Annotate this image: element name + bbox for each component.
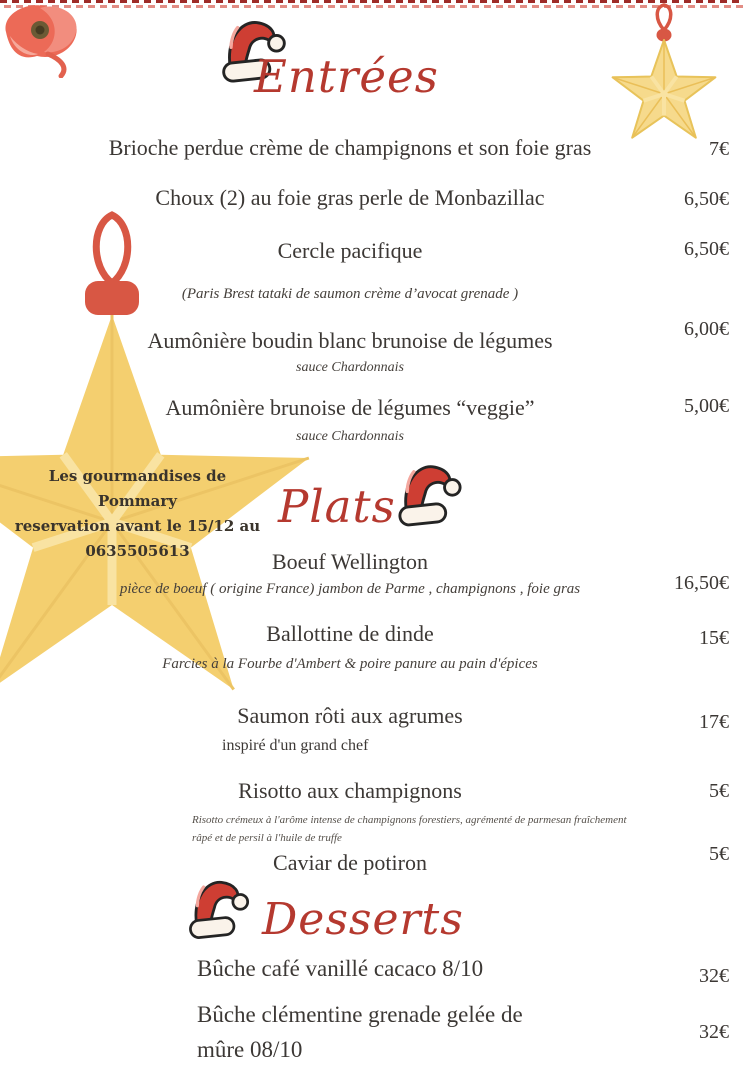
section-title-plats: Plats	[278, 480, 396, 533]
santa-hat-icon	[390, 460, 472, 536]
item-name: Cercle pacifique	[277, 238, 423, 263]
item-sub: inspiré d'un grand chef	[222, 737, 369, 754]
note-line-1: Les gourmandises de Pommary	[48, 467, 227, 510]
item-price: 5€	[709, 843, 729, 865]
item-name: Ballottine de dinde	[266, 621, 434, 646]
item-price: 15€	[699, 627, 729, 649]
section-title-entrees: Entrées	[254, 50, 439, 103]
santa-hat-icon	[181, 876, 259, 948]
item-price: 5,00€	[684, 395, 729, 417]
item-name: Choux (2) au foie gras perle de Monbazillac	[155, 185, 545, 210]
item-price: 32€	[699, 965, 729, 987]
item-name: Brioche perdue crème de champignons et son foie gras	[108, 135, 592, 160]
item-name: Caviar de potiron	[273, 850, 427, 875]
item-name: Boeuf Wellington	[271, 549, 429, 574]
section-title-desserts: Desserts	[262, 894, 464, 945]
note-line-3: 0635505613	[85, 542, 190, 560]
item-name: Aumônière boudin blanc brunoise de légumes	[147, 328, 553, 353]
item-price: 7€	[709, 138, 729, 160]
item-price: 6,50€	[684, 188, 729, 210]
item-name: Aumônière brunoise de légumes “veggie”	[165, 395, 535, 420]
star-ornament-icon	[600, 2, 730, 144]
item-name: Bûche café vanillé cacaco 8/10	[197, 956, 484, 981]
item-price: 5€	[709, 780, 729, 802]
item-name: Bûche clémentine grenade gelée de mûre 08/10	[197, 1002, 523, 1062]
poppy-flower-icon	[0, 2, 90, 78]
item-name: Saumon rôti aux agrumes	[237, 703, 463, 728]
item-sub: Risotto crémeux à l'arôme intense de champignons forestiers, agrémenté de parmesan fraîchement râpé et de persil à l'huile de truffe	[192, 814, 627, 845]
item-name: Risotto aux champignons	[238, 778, 462, 803]
item-sub: (Paris Brest tataki de saumon crème d’avocat grenade )	[181, 286, 519, 302]
item-price: 17€	[699, 711, 729, 733]
note-line-2: reservation avant le 15/12 au	[14, 517, 261, 535]
item-price: 6,50€	[684, 238, 729, 260]
item-price: 16,50€	[674, 572, 729, 594]
item-sub: sauce Chardonnais	[296, 429, 404, 444]
item-sub: Farcies à la Fourbe d'Ambert & poire panure au pain d'épices	[162, 656, 538, 672]
item-sub: sauce Chardonnais	[296, 360, 404, 375]
item-price: 6,00€	[684, 318, 729, 340]
item-price: 32€	[699, 1021, 729, 1043]
item-sub: pièce de boeuf ( origine France) jambon de Parme , champignons , foie gras	[119, 581, 581, 597]
